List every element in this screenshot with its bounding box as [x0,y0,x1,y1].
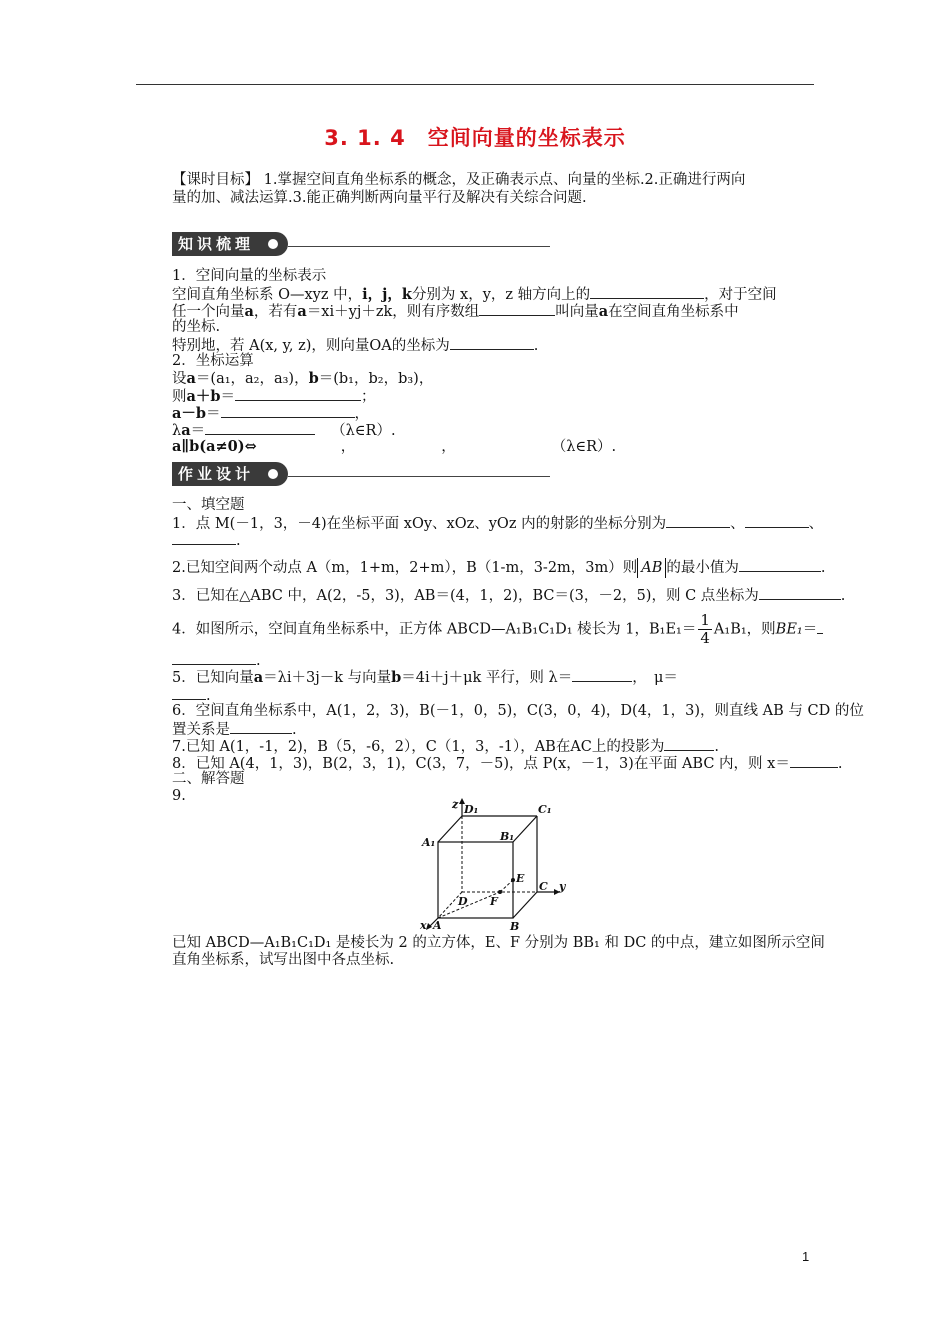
question-9-text2: 直角坐标系，试写出图中各点坐标. [172,952,395,968]
text: ＝ [206,406,221,422]
question-5 [172,668,814,687]
text-bold: a∥b(a≠0)⇔ [172,438,257,455]
page-title: 3. 1. 4 空间向量的坐标表示 [324,126,626,150]
page-number: 1 [802,1249,810,1264]
text: ＝(a₁，a₂，a₃)， [195,371,309,387]
text: . [820,560,826,576]
segment-FE [500,880,513,892]
text: 任一个向量 [172,304,245,320]
label-A: A [433,919,442,932]
fill-blank[interactable] [745,514,809,528]
text-bold: a [186,370,196,387]
fill-blank[interactable] [817,620,823,634]
text: A₁B₁，则 [713,621,776,638]
fill-blank[interactable] [572,668,632,682]
text: . [840,588,846,604]
section-label-knowledge: 知识梳理 [172,232,288,256]
question-6: 6．空间直角坐标系中，A(1，2，3)，B(－1，0，5)，C(3，0，4)，D(4，1，3)，则直线 AB 与 CD 的位 [172,703,864,719]
fill-blank[interactable] [590,285,704,299]
objective-line1 [172,172,814,189]
text: 7.已知 A(1，-1，2)，B（5，-6，2），C（1，3，-1），AB在AC上的投影为 [172,739,665,755]
label-F: F [490,895,498,908]
edge-B1C1 [513,816,537,842]
text: 叫向量 [555,304,599,320]
label-B: B [510,920,520,932]
numerator: 1 [700,611,710,629]
text: 4．如图所示，空间直角坐标系中，正方体 ABCD—A₁B₁C₁D₁ 棱长为 1，B₁E₁＝ [172,621,697,638]
question-9-text1: 已知 ABCD—A₁B₁C₁D₁ 是棱长为 2 的立方体，E、F 分别为 BB₁ 和 DC 的中点，建立如图所示空间 [172,935,825,951]
question-3 [172,586,846,605]
text: ＝ [802,621,818,638]
fill-blank[interactable] [235,387,361,401]
text: ＝(b₁，b₂，b₃)， [318,371,434,387]
fill-blank[interactable] [221,404,355,418]
label-E: E [516,872,525,885]
text: 2.已知空间两个动点 A（m，1+m，2+m），B（1-m，3-2m，3m）则 [172,560,638,576]
text: 在空间直角坐标系中 [608,304,739,320]
cube-diagram [418,796,568,932]
front-face [438,842,513,918]
objective-line2: 量的加、减法运算.3.能正确判断两向量平行及解决有关综合问题. [172,190,587,206]
exercise-h2: 二、解答题 [172,771,245,787]
text: （λ∈R）. [551,439,617,455]
fill-blank[interactable] [664,737,714,751]
text: 则 [172,389,187,405]
text-bold: a [181,422,191,439]
point-F [498,890,502,894]
label-D: D [458,895,468,908]
text: 置关系是 [172,722,230,738]
label-B1: B₁ [500,830,515,843]
fill-blank[interactable] [739,558,821,572]
question-9-label: 9. [172,788,186,804]
label-x: x [420,919,427,932]
knowledge-h2: 2．坐标运算 [172,353,254,369]
point-E [511,878,515,882]
x-arrow [426,923,432,930]
denominator: 4 [700,629,710,647]
section-dot [268,239,278,249]
fill-blank[interactable] [205,421,315,435]
label-D1: D₁ [464,803,479,816]
objective-tag: 【课时目标】 [172,172,259,188]
text: ＝ [190,423,206,439]
text-bold: a [253,669,264,686]
text: 分别为 x，y，z 轴方向上的 [411,287,591,303]
text: 、 [730,516,745,532]
text: 8．已知 A(4，1，3)，B(2，3，1)，C(3，7，－5)，点 P(x，－1，3)在平面 ABC 内，则 x＝ [172,756,790,772]
text: . [256,653,261,669]
edge-BC [513,892,537,918]
text: ＝ [220,389,236,405]
text: （λ∈R）. [331,423,396,439]
top-rule [136,84,814,85]
text: ， [441,439,456,455]
fill-blank[interactable] [759,586,841,600]
question-1-cont [172,531,814,550]
label-A1: A₁ [422,836,436,849]
fill-blank[interactable] [479,302,555,316]
text-bold: a [297,303,307,320]
section-rule [288,246,550,247]
question-4 [172,611,818,647]
section-rule [288,476,550,477]
text-bold: a [244,303,254,320]
exercise-h1: 一、填空题 [172,497,245,513]
text: ， [354,406,370,422]
fill-blank[interactable] [230,720,292,734]
question-2 [172,558,826,577]
knowledge-line3: 的坐标. [172,319,221,335]
knowledge-line5 [172,370,814,388]
text: ， [340,439,356,455]
text: 5．已知向量 [172,670,254,686]
fill-blank[interactable] [172,531,236,545]
text: AB [641,560,663,576]
fraction [698,612,712,647]
knowledge-line9 [172,438,814,456]
text: . [292,722,297,738]
text: 的最小值为 [666,560,739,576]
text: ＝λi＋3j－k 与向量 [263,670,392,686]
fill-blank[interactable] [172,651,256,665]
text-bold: i，j，k [362,286,412,303]
text: . [837,756,843,772]
text: . [206,688,211,704]
text: ＝xi＋yj＋zk，则有序数组 [306,304,480,320]
text-bold: b [308,370,319,387]
text: . [533,338,539,354]
text-bold: a [598,303,609,320]
text: 3．已知在△ABC 中，A(2，-5，3)，AB＝(4，1，2)，BC＝(3，－2，5)，则 C 点坐标为 [172,588,759,604]
cube-figure [418,796,568,936]
text: ，若有 [253,304,298,320]
objective-text1: 1.掌握空间直角坐标系的概念，及正确表示点、向量的坐标.2.正确进行两向 [263,172,746,188]
edge-A1D1 [438,816,462,842]
text: ，对于空间 [704,287,777,303]
fill-blank[interactable] [790,754,838,768]
section-dot [268,469,278,479]
label-C: C [539,880,548,893]
abs-vector [637,558,666,578]
label-z: z [452,798,459,811]
text: . [714,739,720,755]
text: λ [172,423,182,439]
text: 特别地，若 A(x, y, z)，则向量OA的坐标为 [172,338,450,354]
text-bold: a＋b [186,388,221,405]
fill-blank[interactable] [172,686,206,700]
knowledge-h1: 1．空间向量的坐标表示 [172,268,327,284]
text: . [236,533,241,549]
text: 设 [172,371,187,387]
label-y: y [559,880,566,893]
text: ， μ＝ [632,670,678,686]
text: 空间直角坐标系 O—xyz 中， [172,287,363,303]
text: 、 [808,516,824,532]
fill-blank[interactable] [450,336,534,350]
section-label-homework: 作业设计 [172,462,288,486]
text-bold: b [391,669,402,686]
text: ＝4i＋j＋μk 平行，则 λ＝ [401,670,573,686]
fill-blank[interactable] [666,514,730,528]
text-bold: a－b [172,405,207,422]
text: 1．点 M(－1，3，－4)在坐标平面 xOy、xOz、yOz 内的射影的坐标分别为 [172,516,667,532]
text: ； [361,389,376,405]
text: BE₁ [775,621,803,638]
label-C1: C₁ [538,803,552,816]
